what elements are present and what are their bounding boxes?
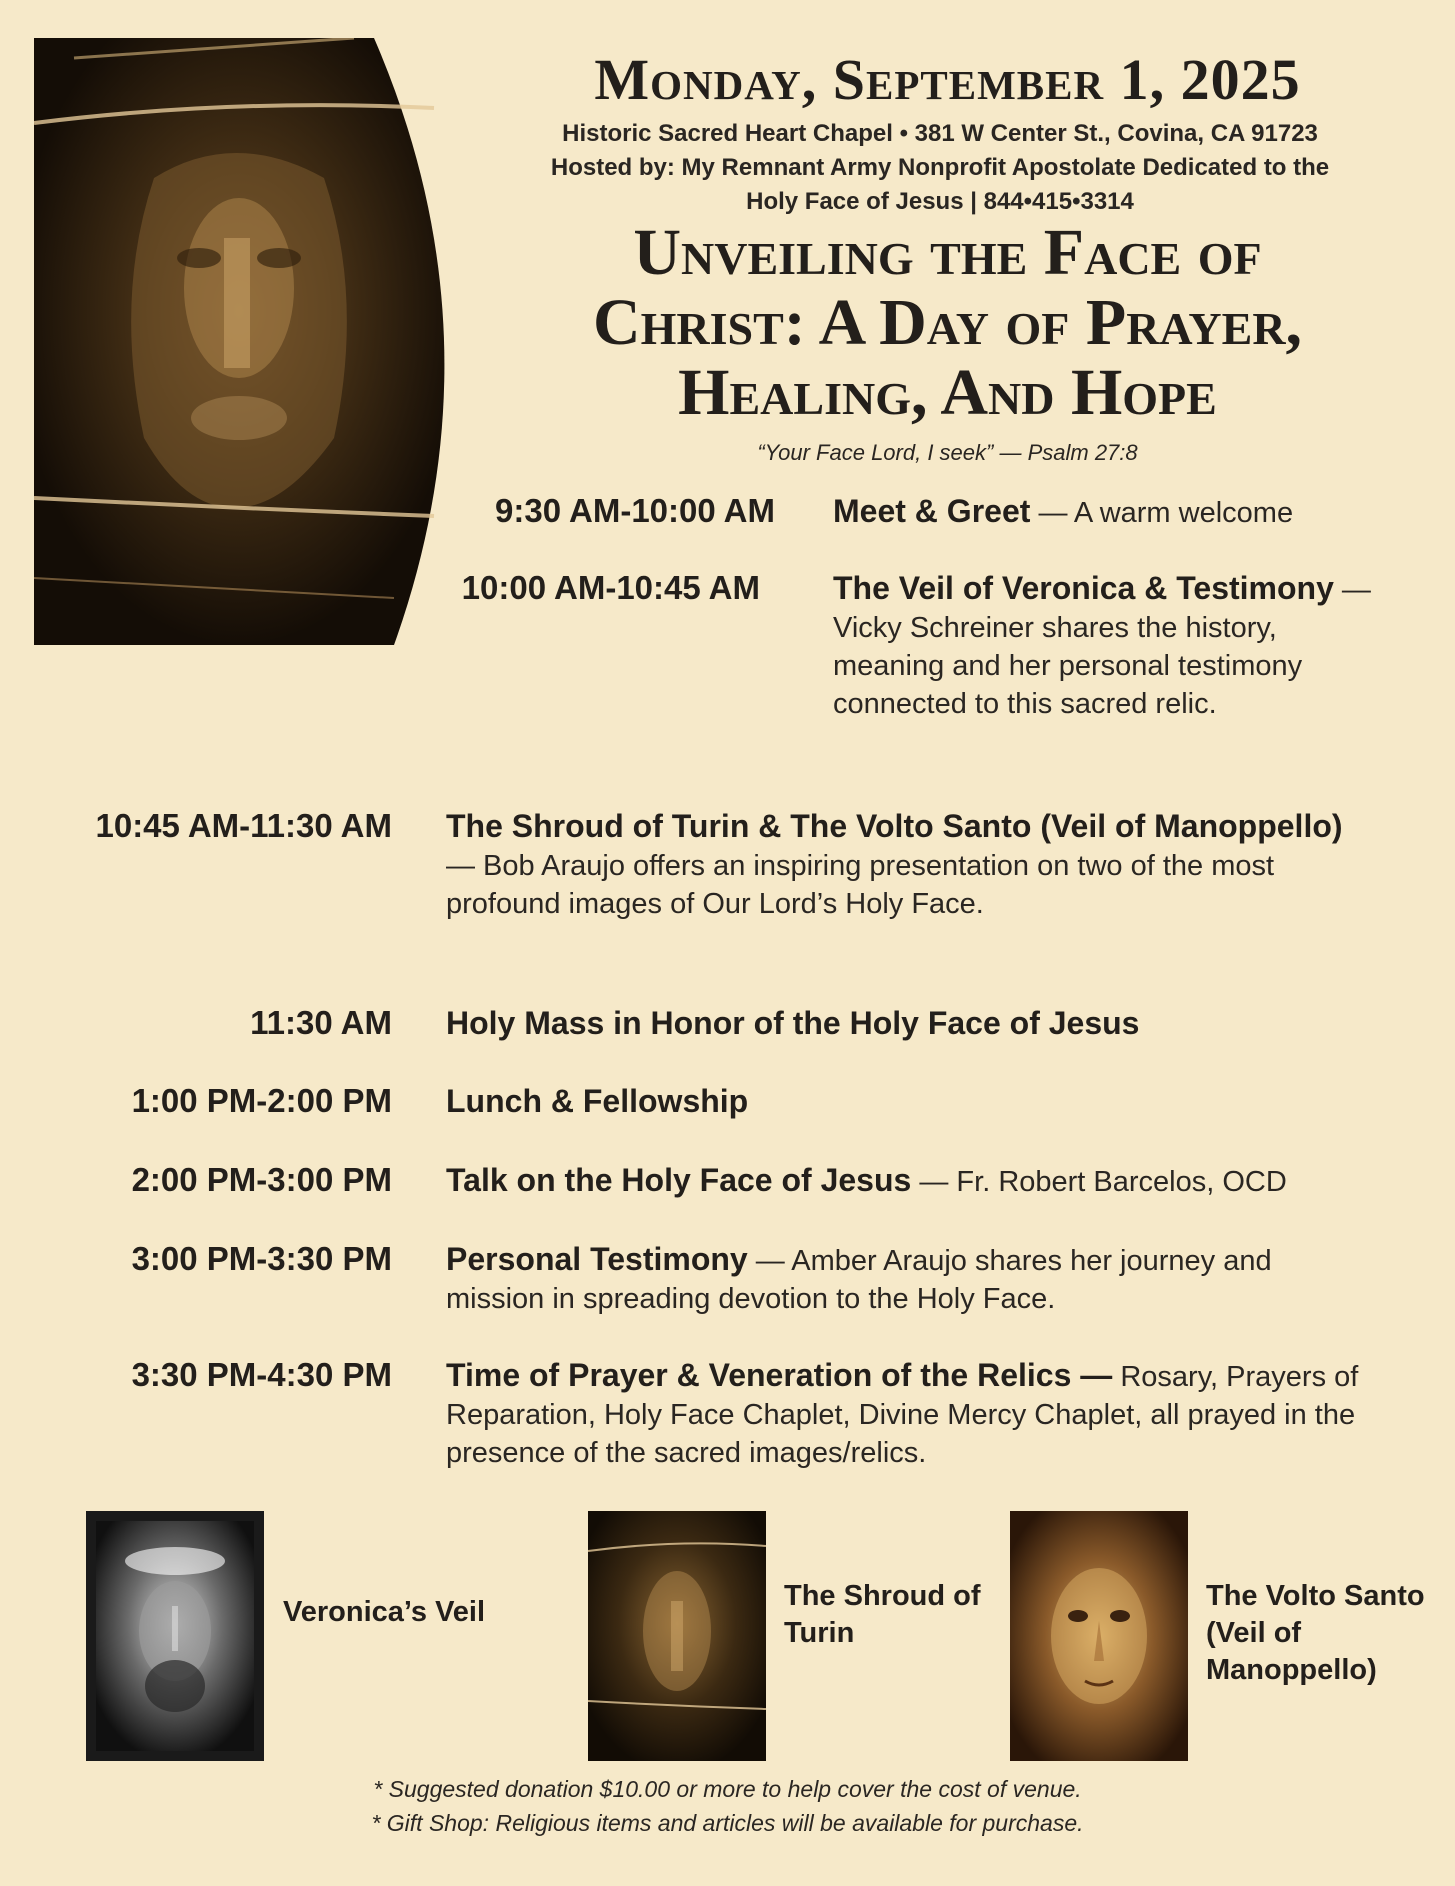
schedule-item bbox=[446, 1240, 1356, 1318]
veronica-veil-image bbox=[86, 1511, 264, 1761]
title-line-2: Christ: A Day of Prayer, bbox=[592, 286, 1303, 359]
schedule-item bbox=[446, 1082, 1406, 1122]
schedule-item bbox=[833, 569, 1373, 723]
schedule-detail: — Amber Araujo shares her journey and mission in spreading devotion to the Holy Face. bbox=[446, 1245, 1272, 1315]
footer-notes bbox=[0, 1772, 1455, 1840]
schedule-title: Personal Testimony bbox=[446, 1241, 748, 1277]
schedule-item bbox=[446, 1356, 1386, 1472]
schedule-title: The Veil of Veronica & Testimony bbox=[833, 570, 1334, 606]
schedule-time: 11:30 AM bbox=[250, 1004, 392, 1041]
schedule-title: Meet & Greet bbox=[833, 493, 1031, 529]
schedule-detail: — Fr. Robert Barcelos, OCD bbox=[911, 1166, 1287, 1198]
schedule-time: 3:30 PM-4:30 PM bbox=[131, 1356, 392, 1393]
schedule-title: Holy Mass in Honor of the Holy Face of Jesus bbox=[446, 1005, 1140, 1041]
schedule-title: Talk on the Holy Face of Jesus bbox=[446, 1162, 912, 1198]
volto-santo-image bbox=[1010, 1511, 1188, 1761]
schedule-title: Time of Prayer & Veneration of the Relics — bbox=[446, 1357, 1113, 1393]
schedule-detail: Rosary, Prayers of Reparation, Holy Face Chaplet, Divine Mercy Chaplet, all prayed in the presence of the sacred images/relics. bbox=[446, 1361, 1359, 1469]
event-title bbox=[470, 218, 1425, 428]
schedule-item bbox=[446, 1004, 1406, 1044]
event-date: Monday, September 1, 2025 bbox=[594, 47, 1301, 112]
schedule-time: 10:00 AM-10:45 AM bbox=[461, 569, 760, 606]
shroud-of-turin-image bbox=[588, 1511, 766, 1761]
veronica-veil-caption: Veronica’s Veil bbox=[283, 1596, 486, 1628]
schedule-detail: — A warm welcome bbox=[1030, 497, 1294, 529]
schedule-item bbox=[833, 492, 1393, 532]
host-line-2: Holy Face of Jesus | 844•415•3314 bbox=[746, 188, 1134, 215]
schedule-time: 1:00 PM-2:00 PM bbox=[131, 1082, 392, 1119]
venue-address: Historic Sacred Heart Chapel • 381 W Center St., Covina, CA 91723 bbox=[562, 120, 1318, 147]
schedule-item bbox=[446, 807, 1376, 923]
volto-santo-caption: The Volto Santo (Veil of Manoppello) bbox=[1206, 1580, 1425, 1686]
gift-shop-note: * Gift Shop: Religious items and articles will be available for purchase. bbox=[371, 1810, 1084, 1836]
schedule-time: 2:00 PM-3:00 PM bbox=[131, 1161, 392, 1198]
donation-note: * Suggested donation $10.00 or more to help cover the cost of venue. bbox=[373, 1776, 1082, 1802]
title-line-1: Unveiling the Face of bbox=[633, 216, 1262, 289]
schedule-time: 10:45 AM-11:30 AM bbox=[95, 807, 392, 844]
host-line-1: Hosted by: My Remnant Army Nonprofit Apostolate Dedicated to the bbox=[550, 154, 1330, 181]
schedule-time: 3:00 PM-3:30 PM bbox=[131, 1240, 392, 1277]
schedule-title: The Shroud of Turin & The Volto Santo (Veil of Manoppello) bbox=[446, 808, 1343, 844]
psalm-quote: “Your Face Lord, I seek” — Psalm 27:8 bbox=[757, 440, 1138, 465]
schedule-time: 9:30 AM-10:00 AM bbox=[495, 492, 775, 529]
shroud-face-image bbox=[34, 38, 466, 645]
schedule-item bbox=[446, 1161, 1426, 1201]
schedule-detail: — Vicky Schreiner shares the history, meaning and her personal testimony connected to this sacred relic. bbox=[833, 574, 1371, 720]
shroud-of-turin-caption: The Shroud of Turin bbox=[784, 1580, 981, 1649]
schedule-title: Lunch & Fellowship bbox=[446, 1083, 749, 1119]
title-line-3: Healing, And Hope bbox=[678, 356, 1217, 429]
schedule-detail: — Bob Araujo offers an inspiring presentation on two of the most profound images of Our Lord’s Holy Face. bbox=[446, 850, 1275, 920]
